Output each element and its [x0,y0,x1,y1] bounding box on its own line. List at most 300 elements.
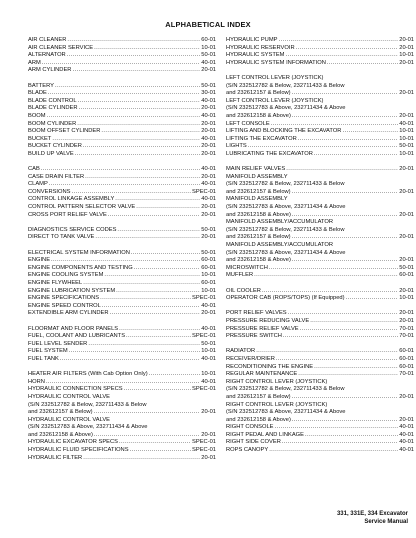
dot-leader [248,143,399,151]
index-entry[interactable] [28,45,216,53]
index-entry[interactable] [28,455,216,463]
index-entry-title: RECONDITIONING THE ENGINE [226,363,314,370]
index-entry[interactable] [28,52,216,60]
index-entry[interactable] [28,303,216,311]
index-entry-page: 60-01 [399,348,414,355]
index-entry-page: 60-01 [201,280,216,286]
dot-leader [115,196,200,204]
index-entry-title: PRESSURE SWITCH [226,333,282,340]
dot-leader [72,189,192,197]
index-entry[interactable] [28,181,216,189]
dot-leader [79,105,201,113]
index-entry[interactable] [226,189,414,197]
manual-footer [337,510,408,526]
index-entry[interactable] [226,272,414,280]
index-entry[interactable] [28,136,216,144]
index-entry[interactable] [28,326,216,334]
index-entry-page: 20-01 [201,454,216,461]
index-entry-title: MANIFOLD ASSEMBLY/ACCUMULATOR [226,219,334,226]
index-entry[interactable] [226,45,414,53]
index-entry[interactable] [28,234,216,242]
index-entry-page: SPEC-01 [192,295,216,302]
index-entry[interactable] [226,310,414,318]
index-entry[interactable] [226,295,414,303]
index-entry-title: RIGHT CONTROL LEVER (JOYSTICK) [226,378,328,385]
index-entry-title: RIGHT PEDAL AND LINKAGE [226,431,304,438]
dot-leader [124,386,191,394]
index-entry[interactable] [226,37,414,45]
dot-leader [269,447,398,455]
dot-leader [136,204,200,212]
index-entry-page: 40-01 [399,439,414,446]
index-entry[interactable] [226,196,414,204]
index-entry-title: PRESSURE RELIEF VALVE [226,325,299,332]
index-entry-page: 20-01 [399,416,414,423]
index-entry[interactable] [226,151,414,159]
dot-leader [94,45,200,53]
index-entry[interactable] [28,288,216,296]
index-entry-title: ENGINE [28,257,51,264]
index-entry-page: 60-01 [201,37,216,43]
index-entry[interactable] [28,394,216,402]
index-entry[interactable] [28,113,216,121]
index-entry-title: MAIN RELIEF VALVES [226,166,286,173]
index-entry-title: CROSS PORT RELIEF VALVE [28,211,107,218]
dot-leader [67,37,200,45]
index-entry[interactable] [226,204,414,212]
dot-leader [130,447,191,455]
index-entry[interactable] [28,310,216,318]
index-entry-title: HYDRAULIC CONTROL VALVE [28,416,111,423]
dot-leader [83,455,200,463]
index-entry-title: and 232612158 & Above) [226,416,291,423]
index-entry[interactable] [28,280,216,288]
index-entry[interactable] [28,348,216,356]
index-entry[interactable] [28,295,216,303]
index-entry[interactable] [226,227,414,235]
dot-leader [346,295,399,303]
index-entry[interactable] [226,212,414,220]
index-entry-page: 20-01 [399,90,414,97]
index-entry-title: and 232612157 & Below) [226,90,291,97]
index-entry-page: 10-01 [201,287,216,294]
group-spacer [226,280,414,288]
index-entry[interactable] [226,439,414,447]
dot-leader [75,151,201,159]
index-entry[interactable] [28,257,216,265]
index-entry-page: 20-01 [399,257,414,264]
index-entry-page: 70-01 [399,371,414,378]
dot-leader [310,318,398,326]
index-entry-page: 40-01 [201,355,216,362]
index-entry[interactable] [28,447,216,455]
index-entry[interactable] [28,67,216,75]
dot-leader [278,37,398,45]
index-entry-title: MANIFOLD ASSEMBLY/ACCUMULATOR [226,242,334,249]
index-entry[interactable] [226,136,414,144]
index-entry[interactable] [28,212,216,220]
index-entry-page: 50-01 [399,264,414,271]
index-entry-page: 70-01 [399,333,414,340]
index-entry[interactable] [226,219,414,227]
dot-leader [282,439,398,447]
index-entry-page: SPEC-01 [192,447,216,454]
dot-leader [119,326,200,334]
dot-leader [126,333,191,341]
index-entry-page: 60-01 [399,363,414,370]
index-entry-title: FUEL TANK [28,355,59,362]
index-entry-title: RADIATOR [226,348,256,355]
index-entry-title: ENGINE FLYWHEEL [28,280,83,286]
dot-leader [55,83,200,91]
index-entry-title: (S/N 232512782 & Below, 232711433 & Below [226,226,345,233]
dot-leader [285,52,398,60]
dot-leader [296,45,399,53]
dot-leader [104,272,200,280]
dot-leader [271,121,399,129]
dot-leader [292,394,399,402]
dot-leader [134,265,201,273]
index-entry[interactable] [28,105,216,113]
index-entry[interactable] [226,250,414,258]
index-entry-page: 10-01 [399,135,414,142]
dot-leader [269,265,398,273]
index-entry-page: 50-01 [201,249,216,256]
dot-leader [292,417,398,425]
index-entry-page: SPEC-01 [192,439,216,446]
index-entry-page: 10-01 [399,295,414,302]
index-entry-title: HORN [28,378,45,385]
index-entry[interactable] [226,447,414,455]
index-entry-title: CAB [28,166,40,173]
index-entry-page: 20-01 [399,317,414,324]
index-entry[interactable] [226,128,414,136]
index-entry-title: and 232612157 & Below) [226,234,291,241]
dot-leader [83,280,200,288]
index-entry[interactable] [226,52,414,60]
index-entry[interactable] [28,83,216,91]
index-entry[interactable] [226,181,414,189]
index-entry-title: and 232612157 & Below) [226,393,291,400]
group-spacer [28,219,216,227]
index-entry-title: (S/N 232512782 & Below, 232711433 & Below [28,401,147,408]
index-entry-title: DIRECT TO TANK VALVE [28,234,95,241]
dot-leader [286,166,398,174]
page-title: ALPHABETICAL INDEX [165,20,251,29]
index-entry-title: and 232612157 & Below) [28,409,93,416]
index-entry-title: BUILD UP VALVE [28,150,74,157]
index-entry-title: CLAMP [28,181,48,188]
index-entry[interactable] [28,356,216,364]
index-entry[interactable] [226,121,414,129]
index-entry-title: and 232612158 & Above) [226,257,291,264]
index-entry-title: and 232612158 & Above) [226,112,291,119]
index-entry[interactable] [226,402,414,410]
index-entry[interactable] [28,409,216,417]
index-entry-page: 40-01 [201,112,216,119]
index-entry-title: (S/N 232512783 & Above, 232711434 & Above [226,204,346,211]
index-entry[interactable] [28,60,216,68]
index-column-left [28,37,216,462]
index-entry-title: PORT RELIEF VALVES [226,310,287,317]
dot-leader [60,356,200,364]
index-entry-page: 40-01 [201,325,216,332]
index-entry[interactable] [226,348,414,356]
index-entry-title: MANIFOLD ASSEMBLY [226,173,288,180]
index-entry-title: LEFT CONTROL LEVER (JOYSTICK) [226,97,324,104]
index-entry[interactable] [28,272,216,280]
index-entry[interactable] [226,288,414,296]
index-entry-page: 10-01 [201,44,216,51]
dot-leader [95,234,200,242]
index-entry[interactable] [226,394,414,402]
index-entry-title: LIGHTS [226,143,247,150]
index-entry[interactable] [226,432,414,440]
dot-leader [108,212,200,220]
index-entry-page: 40-01 [201,378,216,385]
index-entry[interactable] [226,234,414,242]
index-entry-page: 10-01 [201,348,216,355]
group-spacer [28,242,216,250]
index-entry-page: 20-01 [201,143,216,150]
index-entry-title: HYDRAULIC RESERVOIR [226,44,295,51]
index-entry[interactable] [226,364,414,372]
index-entry[interactable] [28,265,216,273]
index-entry-page: 40-01 [201,59,216,66]
index-entry[interactable] [226,356,414,364]
index-entry-title: HYDRAULIC CONNECTION SPECS [28,386,123,393]
index-entry-page: 40-01 [201,135,216,142]
index-entry-page: 60-01 [399,355,414,362]
index-entry-title: AIR CLEANER [28,37,67,43]
index-entry[interactable] [28,227,216,235]
index-entry[interactable] [28,341,216,349]
index-entry-title: FUEL SYSTEM [28,348,68,355]
index-entry-title: ENGINE SPEED CONTROL [28,302,101,309]
index-entry[interactable] [226,417,414,425]
index-entry-title: LIFTING THE EXCAVATOR [226,135,297,142]
index-entry-page: 10-01 [399,150,414,157]
dot-leader [47,113,201,121]
dot-leader [78,98,201,106]
index-entry[interactable] [226,75,414,83]
index-entry-page: 40-01 [201,181,216,188]
index-entry-title: FUEL, COOLANT AND LUBRICANTS [28,333,126,340]
index-entry-title: ENGINE SPECIFICATIONS [28,295,100,302]
index-entry-title: HYDRAULIC FLUID SPECIFICATIONS [28,447,129,454]
index-entry[interactable] [226,371,414,379]
index-entry[interactable] [28,128,216,136]
index-entry-title: LEFT CONSOLE [226,120,270,127]
index-entry[interactable] [28,432,216,440]
index-entry[interactable] [226,333,414,341]
dot-leader [298,371,398,379]
index-entry-title: HYDRAULIC SYSTEM INFORMATION [226,59,326,66]
group-spacer [226,159,414,167]
group-spacer [28,75,216,83]
index-entry-page: 50-01 [201,52,216,59]
index-entry-title: MICROSWITCH [226,264,268,271]
index-entry[interactable] [226,174,414,182]
group-spacer [226,341,414,349]
dot-leader [300,326,399,334]
index-entry[interactable] [28,417,216,425]
dot-leader [298,136,399,144]
index-entry-title: ENGINE LUBRICATION SYSTEM [28,287,116,294]
index-entry[interactable] [226,105,414,113]
index-entry-title: PRESSURE REDUCING VALVE [226,317,310,324]
dot-leader [292,234,399,242]
index-entry[interactable] [226,166,414,174]
index-entry[interactable] [28,143,216,151]
index-entry-title: CONTROL PATTERN SELECTOR VALVE [28,204,136,211]
index-entry[interactable] [28,90,216,98]
index-entry-page: 20-01 [201,204,216,211]
index-entry-title: BUCKET [28,135,52,142]
index-entry[interactable] [226,60,414,68]
dot-leader [149,371,201,379]
index-entry[interactable] [226,90,414,98]
index-entry[interactable] [28,189,216,197]
index-entry[interactable] [28,98,216,106]
dot-leader [85,174,200,182]
index-entry-title: CASE DRAIN FILTER [28,173,85,180]
dot-leader [94,409,201,417]
index-entry-page: 40-01 [399,120,414,127]
index-entry-page: 20-01 [399,211,414,218]
dot-leader [117,227,200,235]
index-entry[interactable] [226,386,414,394]
index-entry-page: SPEC-01 [192,188,216,195]
dot-leader [288,310,399,318]
group-spacer [28,364,216,372]
dot-leader [110,310,201,318]
index-entry[interactable] [28,196,216,204]
index-entry-page: 50-01 [201,340,216,347]
index-entry[interactable] [226,83,414,91]
index-entry[interactable] [28,439,216,447]
index-entry[interactable] [28,402,216,410]
index-entry[interactable] [226,265,414,273]
dot-leader [102,303,200,311]
group-spacer [28,159,216,167]
index-entry[interactable] [226,113,414,121]
index-entry-title: OIL COOLER [226,287,261,294]
index-entry-title: RIGHT CONSOLE [226,424,274,431]
group-spacer [28,318,216,326]
index-entry-page: 40-01 [201,97,216,104]
dot-leader [100,295,191,303]
index-entry-page: 20-01 [399,393,414,400]
index-entry[interactable] [226,409,414,417]
index-entry-title: and 232612158 & Above) [226,211,291,218]
index-entry[interactable] [28,37,216,45]
index-entry-title: RECEIVER/DRIER [226,355,275,362]
index-entry-title: HEATER AIR FILTERS (With Cab Option Only) [28,371,148,378]
index-entry-title: BLADE [28,90,47,97]
index-entry-title: HYDRAULIC CONTROL VALVE [28,393,111,400]
index-entry-page: 20-01 [201,105,216,112]
index-entry-title: BATTERY [28,82,54,89]
index-entry-page: 10-01 [201,371,216,378]
index-entry-title: BUCKET CYLINDER [28,143,82,150]
index-entry-page: 20-01 [399,44,414,51]
index-entry[interactable] [28,386,216,394]
index-entry-title: ELECTRICAL SYSTEM INFORMATION [28,249,130,256]
index-entry-page: 40-01 [399,424,414,431]
index-entry-title: ARM CYLINDER [28,67,72,74]
index-entry-page: 60-01 [399,272,414,279]
dot-leader [256,348,398,356]
index-entry-title: FLOORMAT AND FLOOR PANELS [28,325,119,332]
index-entry-title: and 232612158 & Above) [28,431,93,438]
index-entry-page: 70-01 [399,325,414,332]
index-entry[interactable] [28,121,216,129]
index-entry-page: SPEC-01 [192,333,216,340]
index-entry-page: 20-01 [399,112,414,119]
index-entry-title: LIFTING AND BLOCKING THE EXCAVATOR [226,128,342,135]
index-entry[interactable] [226,326,414,334]
index-entry[interactable] [28,166,216,174]
dot-leader [51,257,200,265]
index-entry[interactable] [226,379,414,387]
index-entry-title: RIGHT CONTROL LEVER (JOYSTICK) [226,401,328,408]
index-entry-title: EXTENDIBLE ARM CYLINDER [28,310,109,317]
index-entry[interactable] [28,174,216,182]
index-entry-page: 10-01 [201,272,216,279]
group-spacer [226,67,414,75]
index-entry-page: 20-01 [201,409,216,416]
index-entry[interactable] [226,424,414,432]
dot-leader [41,166,200,174]
index-entry-page: 50-01 [201,226,216,233]
index-entry[interactable] [226,318,414,326]
index-entry-title: OPERATOR CAB (ROPS/TOPS) (If Equipped) [226,295,345,302]
index-entry-page: 20-01 [201,173,216,180]
index-entry[interactable] [28,333,216,341]
index-entry-title: BOOM OFFSET CYLINDER [28,128,101,135]
index-entry[interactable] [28,250,216,258]
dot-leader [42,60,201,68]
index-entry[interactable] [28,204,216,212]
index-entry-title: (S/N 232512782 & Below, 232711433 & Below [226,181,345,188]
index-entry[interactable] [226,257,414,265]
index-entry[interactable] [28,379,216,387]
index-entry-page: 20-01 [399,59,414,66]
index-entry-title: CONTROL LINKAGE ASSEMBLY [28,196,115,203]
index-entry-title: HYDRAULIC EXCAVATOR SPECS [28,439,118,446]
index-entry-page: 20-01 [201,211,216,218]
index-entry-page: 40-01 [399,447,414,454]
index-entry-title: (S/N 232512783 & Above, 232711434 & Above [226,409,346,416]
dot-leader [77,121,200,129]
index-entry[interactable] [226,143,414,151]
dot-leader [88,341,200,349]
index-entry[interactable] [28,151,216,159]
index-entry[interactable] [28,371,216,379]
index-entry-page: 60-01 [201,264,216,271]
index-entry-title: (S/N 232512783 & Above, 232711434 & Above [226,249,346,256]
dot-leader [292,257,398,265]
index-entry-title: BLADE CYLINDER [28,105,78,112]
index-entry-title: REGULAR MAINTENANCE [226,371,298,378]
dot-leader [327,60,398,68]
dot-leader [46,379,200,387]
index-entry[interactable] [28,424,216,432]
index-entry[interactable] [226,98,414,106]
index-entry-page: 20-01 [399,234,414,241]
index-entry[interactable] [226,242,414,250]
